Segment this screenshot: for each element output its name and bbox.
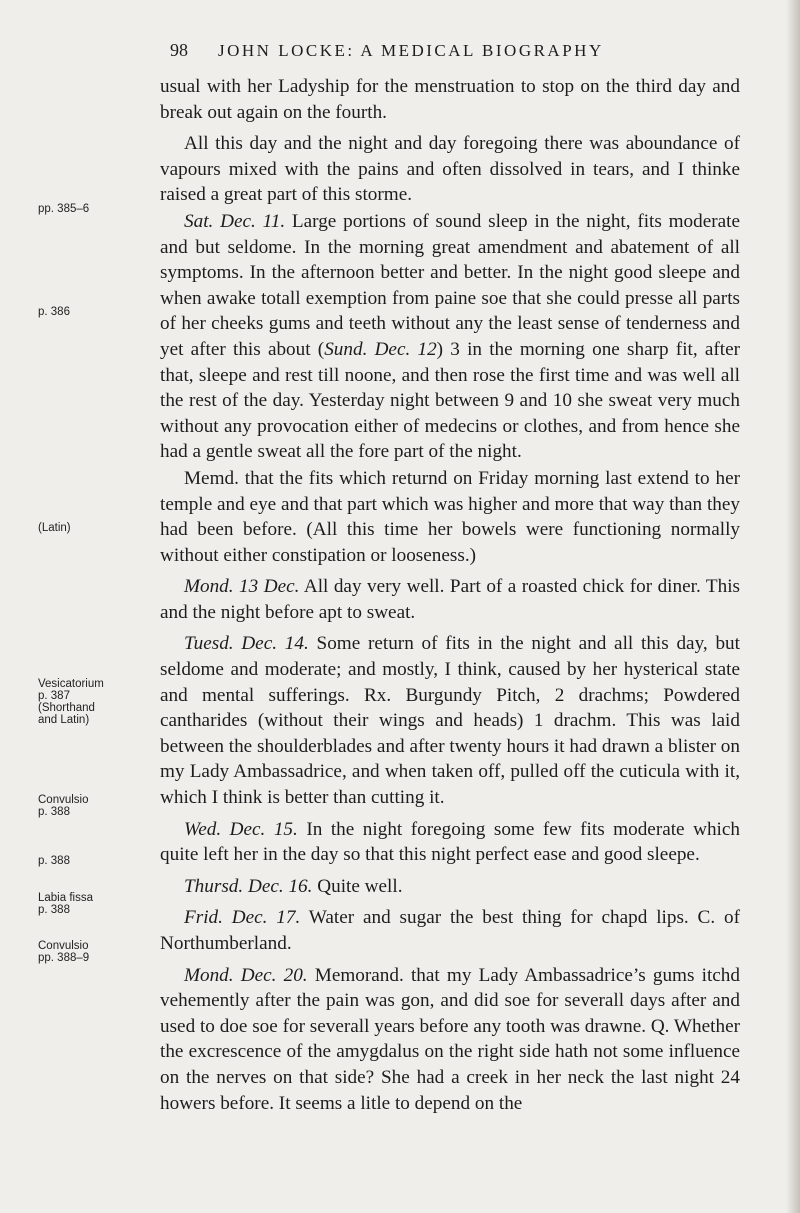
paragraph (160, 905, 740, 956)
paragraph-text: ) 3 in the morning one sharp fit, after that, sleepe and rest till noone, and then rose the first time and was well all the rest of the day. Yesterday night between 9 and 10 she sweat very much without any provocation either of medecins or clothes, and from hence she had a gentle sweat all the fore part of the night. (160, 338, 741, 463)
entry-date: Sat. Dec. 11. (184, 210, 286, 232)
body-text (160, 74, 740, 1122)
running-header (170, 40, 740, 61)
margin-note: Convulsio p. 388 (38, 794, 89, 818)
entry-date: Mond. Dec. 20. (184, 964, 308, 986)
paragraph (160, 466, 740, 568)
paragraph-text: Memd. that the fits which returnd on Friday morning last extend to her temple and eye and that part which was higher and more that way than they had been before. (All this time her bowels were functioning normally without either constipation or looseness.) (160, 467, 740, 566)
paragraph (160, 631, 740, 810)
paragraph (160, 963, 740, 1117)
paragraph-text: In the night foregoing some few fits moderate which quite left her in the day so that this night perfect ease and good sleepe. (160, 818, 740, 866)
paragraph-text: usual with her Ladyship for the menstruation to stop on the third day and break out again on the fourth. (160, 76, 740, 123)
margin-note: (Latin) (38, 522, 71, 534)
page-edge-shadow (786, 0, 800, 1213)
paragraph-text: All this day and the night and day foregoing there was aboundance of vapours mixed with the pains and often dissolved in tears, and I thinke raised a great part of this storme. (160, 133, 740, 206)
margin-note: Labia fissa p. 388 (38, 892, 93, 916)
paragraph-text: Water and sugar the best thing for chapd lips. C. of Northumberland. (160, 907, 740, 954)
paragraph (160, 209, 740, 465)
margin-note: Vesicatorium p. 387 (Shorthand and Latin) (38, 678, 104, 726)
paragraph (160, 574, 740, 625)
paragraph (160, 131, 740, 208)
margin-note: p. 386 (38, 306, 70, 318)
page-number: 98 (170, 40, 188, 60)
paragraph-text: Some return of fits in the night and all this day, but seldome and moderate; and mostly, I think, caused by her hysterical state and mental sufferings. Rx. Burgundy Pitch, 2 drachms; Powdered cantharides (without their wings and heads) 1 drachm. This was laid between the shoulderblades and after twenty hours it had drawn a blister on my Lady Ambassadrice, and when taken off, pulled off the cuticula with it, which I think is better than cutting it. (160, 633, 740, 809)
paragraph-text: Quite well. (312, 875, 403, 897)
entry-date: Tuesd. Dec. 14. (184, 633, 309, 655)
paragraph (160, 874, 740, 900)
entry-date: Thursd. Dec. 16. (184, 875, 313, 897)
paragraph-text: All day very well. Part of a roasted chick for diner. This and the night before apt to sweat. (160, 576, 740, 623)
paragraph (160, 74, 740, 125)
entry-date: Sund. Dec. 12 (324, 338, 437, 360)
running-title: JOHN LOCKE: A MEDICAL BIOGRAPHY (218, 41, 604, 60)
entry-date: Wed. Dec. 15. (184, 818, 298, 840)
margin-note: p. 388 (38, 855, 70, 867)
entry-date: Mond. 13 Dec. (184, 576, 300, 598)
paragraph-text: Memorand. that my Lady Ambassadrice’s gums itchd vehemently after the pain was gon, and did soe for severall days after and used to doe soe for severall years before any tooth was drawne. Q. Whether the excrescence of the amygdalus on the right side hath not some influence on the nerves on that side? She had a creek in her neck the last night 24 howers before. It seems a litle to depend on the (160, 964, 740, 1114)
margin-note: pp. 385–6 (38, 203, 90, 215)
entry-date: Frid. Dec. 17. (184, 907, 301, 929)
paragraph-text: Large portions of sound sleep in the night, fits moderate and but seldome. In the morning great amendment and abatement of all symptoms. In the afternoon better and better. In the night good sleepe and when awake totall exemption from paine soe that she could presse all parts of her cheeks gums and teeth without any the least sense of tenderness and yet after this about ( (160, 210, 741, 360)
margin-note: Convulsio pp. 388–9 (38, 940, 90, 964)
paragraph (160, 817, 740, 868)
